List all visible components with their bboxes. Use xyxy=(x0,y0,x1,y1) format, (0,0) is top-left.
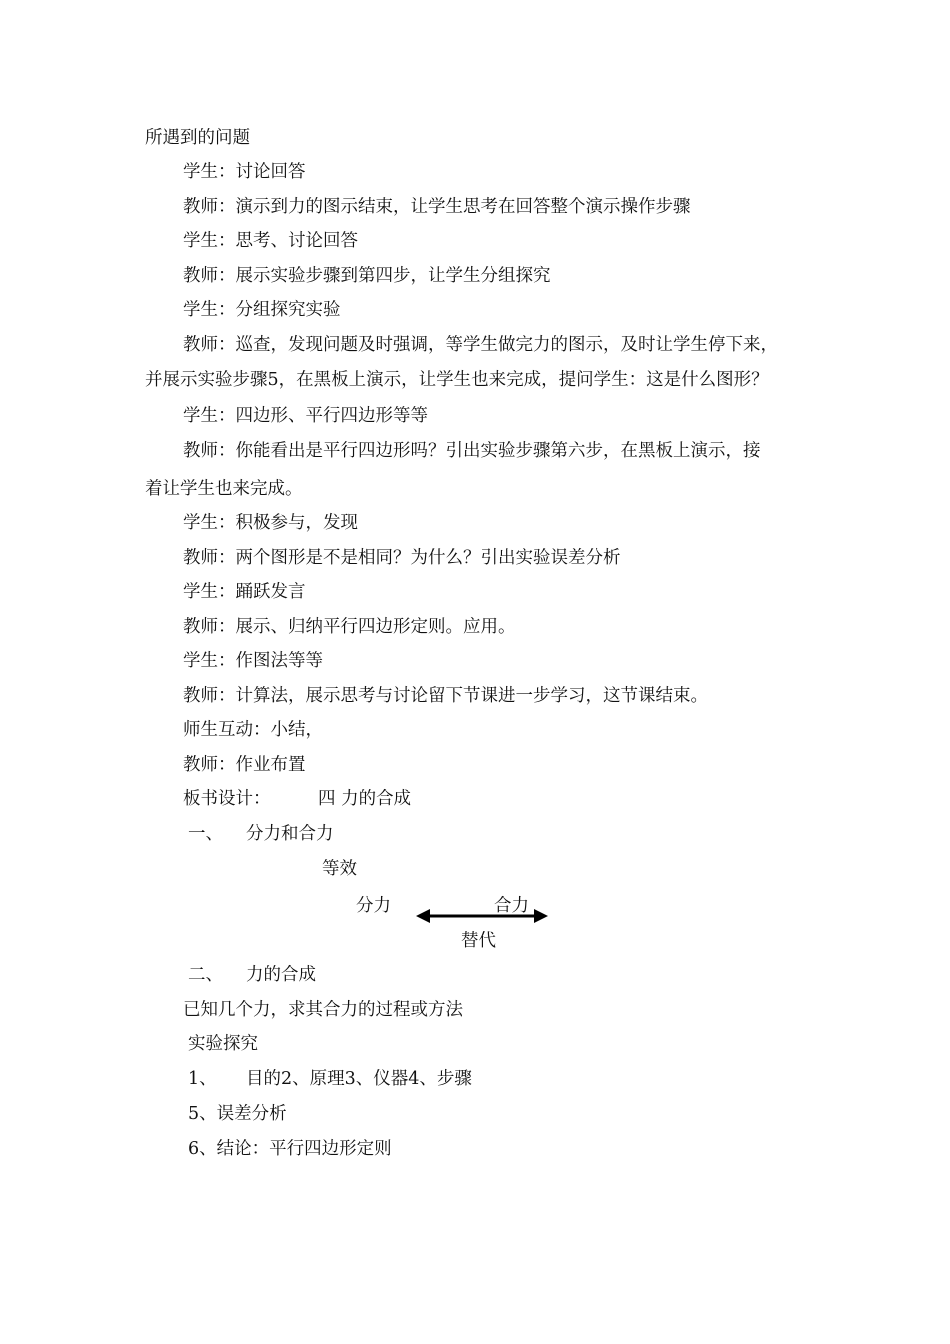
text-line: 并展示实验步骤5，在黑板上演示，让学生也来完成，提问学生：这是什么图形？ xyxy=(145,370,769,390)
resultant-force-label: 合力 xyxy=(494,896,529,916)
text-line: 所遇到的问题 xyxy=(145,128,250,148)
substitution-label: 替代 xyxy=(461,931,496,951)
text-line: 学生：分组探究实验 xyxy=(183,300,341,320)
text-line: 教师：计算法，展示思考与讨论留下节课进一步学习，这节课结束。 xyxy=(183,686,708,706)
text-line: 学生：讨论回答 xyxy=(183,162,306,182)
list-item-number: 1、 xyxy=(188,1069,217,1089)
equivalence-label: 等效 xyxy=(322,859,357,879)
text-line: 教师：展示、归纳平行四边形定则。应用。 xyxy=(183,617,516,637)
definition-line: 已知几个力，求其合力的过程或方法 xyxy=(183,1000,463,1020)
text-line: 学生：四边形、平行四边形等等 xyxy=(183,406,428,426)
double-arrow-icon xyxy=(416,906,548,926)
text-line: 教师：两个图形是不是相同？为什么？引出实验误差分析 xyxy=(183,548,621,568)
text-line: 学生：思考、讨论回答 xyxy=(183,231,358,251)
text-line: 学生：作图法等等 xyxy=(183,651,323,671)
board-label: 板书设计： xyxy=(183,789,271,809)
text-line: 学生：踊跃发言 xyxy=(183,582,306,602)
section-number: 二、 xyxy=(188,965,223,985)
text-line: 学生：积极参与，发现 xyxy=(183,513,358,533)
text-line: 教师：作业布置 xyxy=(183,755,306,775)
text-line: 师生互动：小结， xyxy=(183,720,323,740)
section-title: 分力和合力 xyxy=(246,824,334,844)
section-title: 力的合成 xyxy=(246,965,316,985)
list-item: 5、误差分析 xyxy=(188,1104,287,1124)
text-line: 教师：巡查，发现问题及时强调，等学生做完力的图示，及时让学生停下来， xyxy=(183,335,778,355)
list-item: 6、结论：平行四边形定则 xyxy=(188,1139,392,1159)
list-item: 目的2、原理3、仪器4、步骤 xyxy=(246,1069,472,1089)
board-title: 四 力的合成 xyxy=(318,789,412,809)
text-line: 教师：你能看出是平行四边形吗？引出实验步骤第六步，在黑板上演示，接 xyxy=(183,441,761,461)
text-line: 教师：展示实验步骤到第四步，让学生分组探究 xyxy=(183,266,551,286)
component-force-label: 分力 xyxy=(356,896,391,916)
text-line: 教师：演示到力的图示结束，让学生思考在回答整个演示操作步骤 xyxy=(183,197,691,217)
text-line: 着让学生也来完成。 xyxy=(145,479,303,499)
section-number: 一、 xyxy=(188,824,223,844)
experiment-heading: 实验探究 xyxy=(188,1034,258,1054)
